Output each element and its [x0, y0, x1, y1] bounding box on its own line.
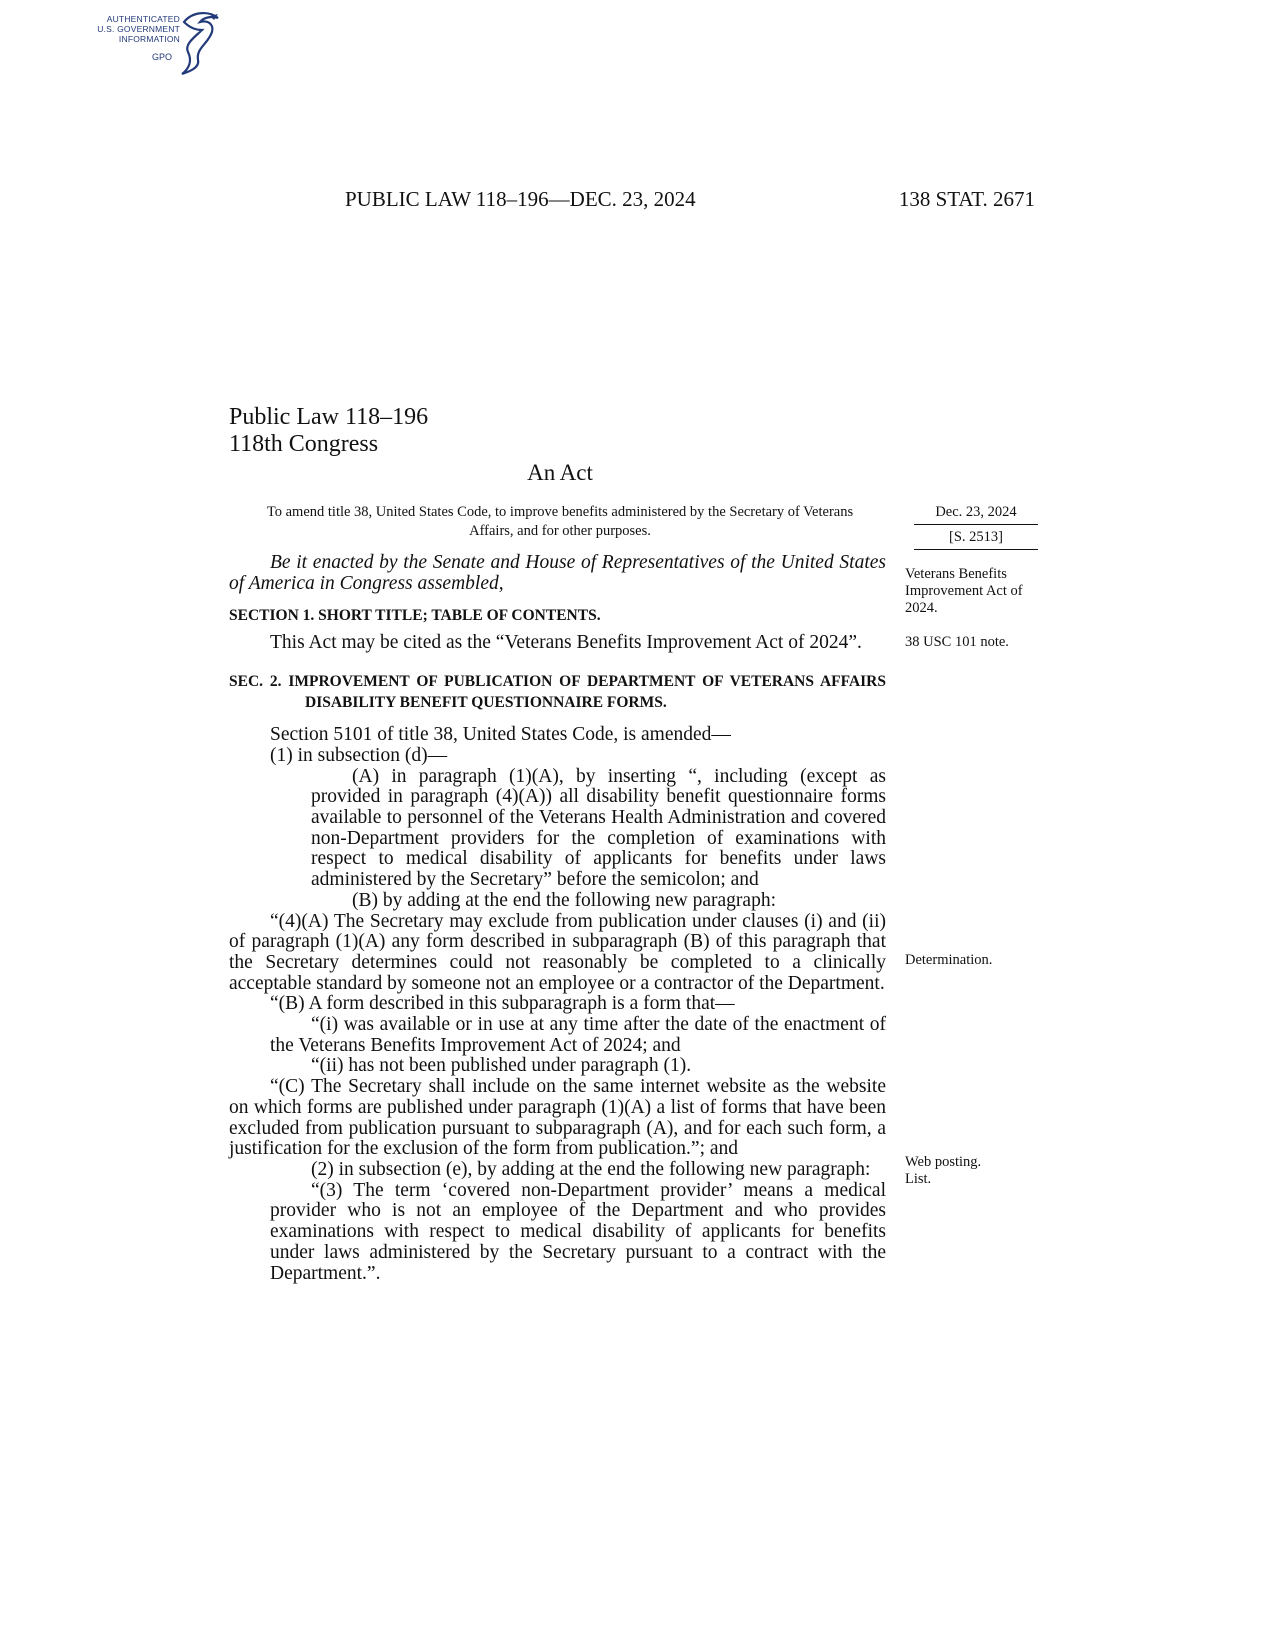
- clause-i: “(i) was available or in use at any time after the date of the enactment of the Veterans Benefits Improvement Act of 2024; and: [270, 1014, 886, 1056]
- section-2-heading: SEC. 2. IMPROVEMENT OF PUBLICATION OF DEPARTMENT OF VETERANS AFFAIRS DISABILITY BENEFIT QUESTIONNAIRE FORMS.: [229, 672, 886, 711]
- subparagraph-b: (B) by adding at the end the following new paragraph:: [352, 889, 777, 911]
- header-statute-page: 138 STAT. 2671: [898, 187, 1035, 211]
- section-2-intro: Section 5101 of title 38, United States Code, is amended—: [270, 724, 731, 746]
- margin-note-web-posting: Web posting.: [905, 1154, 982, 1170]
- clause-ii: “(ii) has not been published under paragraph (1).: [311, 1055, 692, 1077]
- paragraph-2: (2) in subsection (e), by adding at the end the following new paragraph:: [311, 1158, 871, 1180]
- new-paragraph-4a: “(4)(A) The Secretary may exclude from publication under clauses (i) and (ii) of paragraph (1)(A) any form described in subparagraph (B) of this paragraph that the Secretary determines could not reasonably be completed to a clinically acceptable standard by someone not an employee or a contractor of the Department.: [229, 910, 886, 994]
- seal-line-authenticated: AUTHENTICATED: [106, 14, 180, 24]
- margin-note-usc: 38 USC 101 note.: [905, 634, 1009, 650]
- gpo-authentication-seal: [86, 8, 226, 76]
- statute-body: [229, 553, 886, 1284]
- new-paragraph-4b: “(B) A form described in this subparagraph is a form that—: [270, 993, 735, 1015]
- enactment-date-box: [914, 504, 1038, 550]
- law-number: Public Law 118–196: [229, 404, 429, 430]
- margin-note-short-title: Veterans Benefits Improvement Act of 2024.: [905, 566, 1023, 616]
- seal-gpo-mark: GPO: [152, 52, 173, 62]
- running-header: [0, 187, 1275, 217]
- new-paragraph-3: “(3) The term ‘covered non-Department provider’ means a medical provider who is not an employee of the Department and who provides examinations with respect to medical disability of applicants for benefits under laws administered by the Secretary pursuant to a contract with the Department.”.: [270, 1179, 886, 1284]
- header-public-law-date: PUBLIC LAW 118–196—DEC. 23, 2024: [345, 187, 696, 211]
- act-heading: An Act: [527, 460, 593, 485]
- subparagraph-a: (A) in paragraph (1)(A), by inserting “, including (except as provided in paragraph (4)(A)) all disability benefit questionnaire forms available to personnel of the Veterans Health Administration and covered non-Department providers for the completion of examinations with respect to medical disability of applicants for benefits under laws administered by the Secretary” before the semicolon; and: [311, 765, 886, 891]
- act-purpose: To amend title 38, United States Code, to improve benefits administered by the Secretary of Veterans Affairs, and for other purposes.: [266, 504, 854, 539]
- bill-number: [S. 2513]: [914, 525, 1038, 550]
- new-paragraph-4c: “(C) The Secretary shall include on the same internet website as the website on which forms are published under paragraph (1)(A) a list of forms that have been excluded from publication pursuant to subparagraph (A), and for each such form, a justification for the exclusion of the form from publication.”; and: [229, 1076, 886, 1160]
- eagle-seal-icon: [174, 8, 226, 76]
- law-title-block: [229, 404, 428, 458]
- section-1-text: This Act may be cited as the “Veterans Benefits Improvement Act of 2024”.: [270, 632, 862, 654]
- enacting-clause: Be it enacted by the Senate and House of Representatives of the United States of America in Congress assembled,: [229, 552, 886, 594]
- margin-note-list: List.: [905, 1171, 932, 1187]
- enactment-date: Dec. 23, 2024: [914, 504, 1038, 525]
- seal-line-government: U.S. GOVERNMENT: [97, 24, 180, 34]
- seal-line-information: INFORMATION: [118, 34, 180, 44]
- congress-number: 118th Congress: [229, 431, 379, 457]
- margin-note-determination: Determination.: [905, 952, 993, 968]
- paragraph-1: (1) in subsection (d)—: [270, 744, 448, 766]
- section-1-heading: SECTION 1. SHORT TITLE; TABLE OF CONTENTS.: [229, 607, 601, 625]
